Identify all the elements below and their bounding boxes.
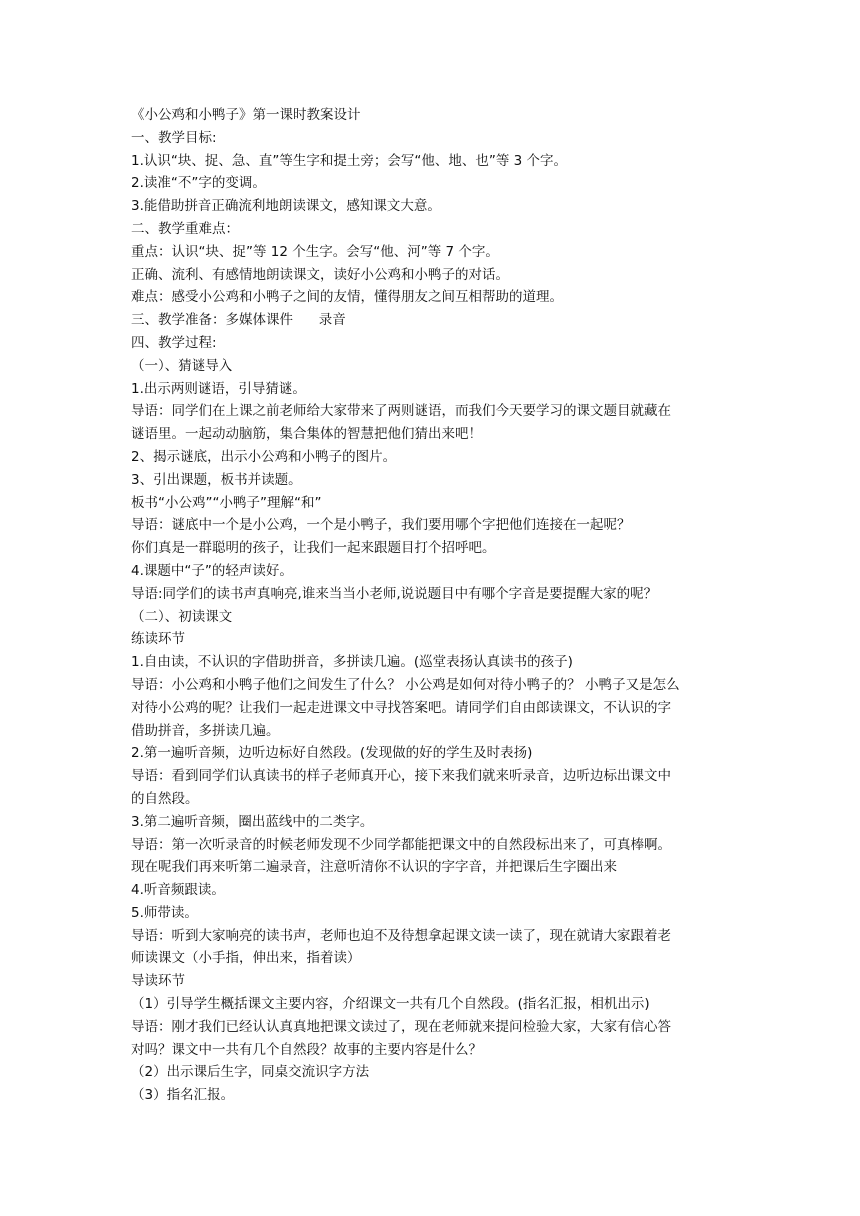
text-line: 5.师带读。 [131,904,198,921]
text-line: 难点：感受小公鸡和小鸭子之间的友情，懂得朋友之间互相帮助的道理。 [131,289,563,306]
text-line: 导语：刚才我们已经认认真真地把课文读过了，现在老师就来提问检验大家，大家有信心答 [131,1018,671,1035]
text-line: 导语：看到同学们认真读书的样子老师真开心，接下来我们就来听录音，边听边标出课文中 [131,768,671,785]
text-line: 导语：第一次听录音的时候老师发现不少同学都能把课文中的自然段标出来了，可真棒啊。 [131,836,671,853]
text-line: 2.第一遍听音频，边听边标好自然段。(发现做的好的学生及时表扬) [131,745,533,762]
text-line: 的自然段。 [131,790,199,807]
text-line: 板书“小公鸡”“小鸭子”理解“和” [131,494,322,511]
text-line: 3.能借助拼音正确流利地朗读课文，感知课文大意。 [131,198,441,215]
text-line: 导语:同学们的读书声真响亮,谁来当当小老师,说说题目中有哪个字音是要提醒大家的呢？ [131,585,658,602]
text-line: 1.出示两则谜语，引导猜谜。 [131,380,306,397]
text-line: 对待小公鸡的呢？让我们一起走进课文中寻找答案吧。请同学们自由郎读课文，不认识的字 [131,699,671,716]
document-title: 《小公鸡和小鸭子》第一课时教案设计 [131,107,361,123]
text-line: 现在呢我们再来听第二遍录音，注意听清你不认识的字字音，并把课后生字圈出来 [131,859,617,876]
text-line: 师读课文（小手指，伸出来，指着读） [131,950,361,967]
text-line: 3.第二遍听音频，圈出蓝线中的二类字。 [131,813,374,830]
text-line: 练读环节 [131,631,185,648]
lesson-plan-body [131,104,731,1107]
text-line: 重点：认识“块、捉”等 12 个生字。会写“他、河”等 7 个字。 [131,243,499,260]
text-line: 4.课题中“子”的轻声读好。 [131,562,293,579]
text-line: 导语：同学们在上课之前老师给大家带来了两则谜语，而我们今天要学习的课文题目就藏在 [131,403,671,420]
text-line: 正确、流利、有感情地朗读课文，读好小公鸡和小鸭子的对话。 [131,266,509,283]
text-line: 导语：听到大家响亮的读书声，老师也迫不及待想拿起课文读一读了，现在就请大家跟着老 [131,927,671,944]
text-line: 4.听音频跟读。 [131,882,225,899]
subsection-heading: （一）、猜谜导入 [131,357,233,374]
text-line: 3、引出课题，板书并读题。 [131,471,302,488]
section-heading-process: 四、教学过程: [131,334,217,351]
text-line: 你们真是一群聪明的孩子，让我们一起来跟题目打个招呼吧。 [131,540,496,557]
text-line: 导读环节 [131,973,185,990]
text-line: （2）出示课后生字，同桌交流识字方法 [131,1064,370,1081]
text-line: 导语：小公鸡和小鸭子他们之间发生了什么？ 小公鸡是如何对待小鸭子的？ 小鸭子又是怎么 [131,676,680,693]
subsection-heading: （二）、初读课文 [131,608,233,625]
text-line: 导语：谜底中一个是小公鸡，一个是小鸭子，我们要用哪个字把他们连接在一起呢？ [131,517,631,534]
text-line: 谜语里。一起动动脑筋，集合集体的智慧把他们猜出来吧！ [131,426,482,443]
text-line: 对吗？课文中一共有几个自然段？故事的主要内容是什么？ [131,1041,482,1058]
section-heading-key-points: 二、教学重难点： [131,220,239,237]
text-line: 1.认识“块、捉、急、直”等生字和提土旁；会写“他、地、也”等 3 个字。 [131,152,568,169]
text-line: 借助拼音，多拼读几遍。 [131,722,280,739]
section-heading-objectives: 一、教学目标: [131,129,217,146]
text-line: 2.读准“不”字的变调。 [131,175,266,192]
text-line: （3）指名汇报。 [131,1087,235,1104]
text-line: 2、揭示谜底，出示小公鸡和小鸭子的图片。 [131,448,397,465]
section-heading-preparation: 三、教学准备：多媒体课件 录音 [131,312,346,329]
text-line: 1.自由读，不认识的字借助拼音，多拼读几遍。(巡堂表扬认真读书的孩子) [131,654,573,671]
text-line: （1）引导学生概括课文主要内容，介绍课文一共有几个自然段。(指名汇报，相机出示) [131,996,650,1013]
